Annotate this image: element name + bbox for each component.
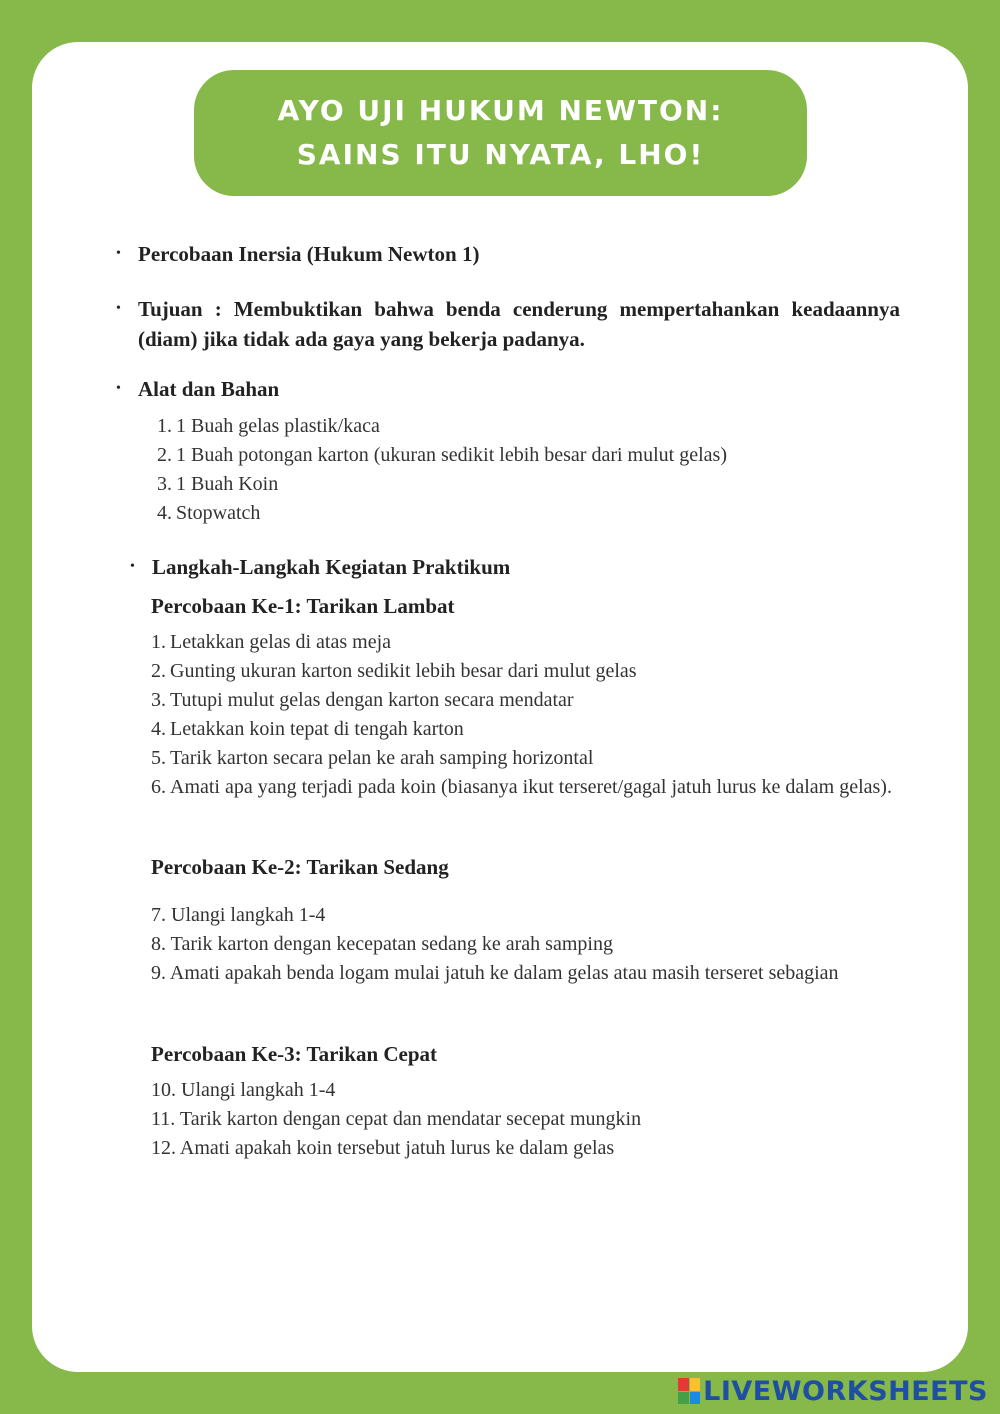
bullet-dot: • — [116, 246, 121, 261]
list-item — [151, 657, 894, 686]
item-text: Gunting ukuran karton sedikit lebih besar dari mulut gelas — [170, 660, 637, 682]
item-number: 2. — [157, 444, 172, 466]
item-number: 1. — [157, 415, 172, 437]
list-item: 10. Ulangi langkah 1-4 — [151, 1079, 336, 1101]
list-item: 8. Tarik karton dengan kecepatan sedang ke arah samping — [151, 933, 613, 955]
item-text: 1 Buah potongan karton (ukuran sedikit lebih besar dari mulut gelas) — [176, 444, 727, 466]
item-number: 3. — [151, 689, 166, 711]
list-item — [151, 715, 894, 744]
item-text: Letakkan koin tepat di tengah karton — [170, 718, 464, 740]
materials-heading: Alat dan Bahan — [138, 377, 280, 401]
liveworksheets-watermark — [678, 1376, 988, 1406]
list-item — [151, 686, 894, 715]
list-item — [151, 773, 894, 802]
steps-bullet — [130, 552, 912, 582]
item-text: 1 Buah gelas plastik/kaca — [176, 415, 380, 437]
list-item: 12. Amati apakah koin tersebut jatuh lurus ke dalam gelas — [151, 1137, 615, 1159]
steps-heading: Langkah-Langkah Kegiatan Praktikum — [152, 555, 511, 579]
list-item — [157, 499, 896, 528]
goal-bullet — [116, 294, 900, 354]
list-item: 11. Tarik karton dengan cepat dan mendatar secepat mungkin — [151, 1108, 642, 1130]
title-banner — [194, 70, 807, 196]
item-text: Amati apa yang terjadi pada koin (biasanya ikut terseret/gagal jatuh lurus ke dalam gelas). — [170, 776, 892, 798]
materials-bullet — [116, 374, 918, 404]
bullet-dot: • — [130, 559, 135, 574]
experiment-title: Percobaan Inersia (Hukum Newton 1) — [138, 242, 480, 266]
item-text: Tutupi mulut gelas dengan karton secara mendatar — [170, 689, 574, 711]
list-item — [157, 441, 896, 470]
item-text: Stopwatch — [176, 502, 261, 524]
item-number: 3. — [157, 473, 172, 495]
list-item — [151, 628, 894, 657]
trial2-heading: Percobaan Ke-2: Tarikan Sedang — [151, 855, 449, 879]
goal-text: Tujuan : Membuktikan bahwa benda cenderung mempertahankan keadaannya (diam) jika tidak ada gaya yang bekerja padanya. — [138, 297, 900, 351]
trial1-heading: Percobaan Ke-1: Tarikan Lambat — [151, 594, 455, 618]
list-item: 9. Amati apakah benda logam mulai jatuh ke dalam gelas atau masih terseret sebagian — [151, 962, 839, 984]
item-number: 4. — [151, 718, 166, 740]
experiment-title-bullet — [116, 239, 918, 269]
liveworksheets-logo-icon — [678, 1378, 700, 1404]
watermark-text: LIVEWORKSHEETS — [703, 1375, 988, 1407]
bullet-dot: • — [116, 381, 121, 396]
bullet-dot: • — [116, 301, 121, 316]
list-item — [151, 744, 894, 773]
list-item — [157, 470, 896, 499]
item-text: Letakkan gelas di atas meja — [170, 631, 392, 653]
item-number: 6. — [151, 776, 166, 798]
item-number: 5. — [151, 747, 166, 769]
list-item: 7. Ulangi langkah 1-4 — [151, 904, 326, 926]
trial3-heading: Percobaan Ke-3: Tarikan Cepat — [151, 1042, 438, 1066]
item-number: 1. — [151, 631, 166, 653]
page-title: AYO UJI HUKUM NEWTON: SAINS ITU NYATA, LHO! — [277, 94, 724, 171]
item-text: Tarik karton secara pelan ke arah samping horizontal — [170, 747, 594, 769]
item-number: 4. — [157, 502, 172, 524]
list-item — [157, 412, 896, 441]
item-number: 2. — [151, 660, 166, 682]
item-text: 1 Buah Koin — [176, 473, 279, 495]
